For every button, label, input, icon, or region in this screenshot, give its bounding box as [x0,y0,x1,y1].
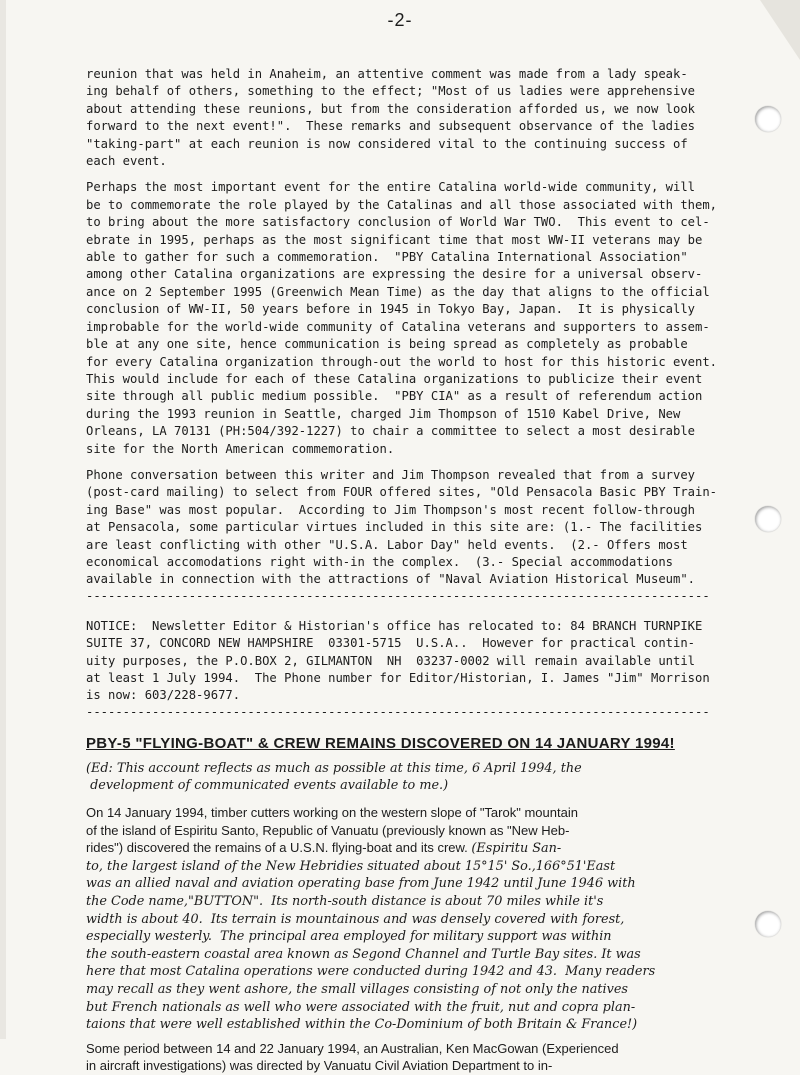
text-line: (post-card mailing) to select from FOUR offered sites, "Old Pensacola Basic PBY Train- [86,485,718,500]
text-line: to bring about the more satisfactory conclusion of World War TWO. This event to cel- [86,215,710,230]
text-line: Some period between 14 and 22 January 1994, an Australian, Ken MacGowan (Experienced [86,1040,619,1056]
article-heading: PBY-5 "FLYING-BOAT" & CREW REMAINS DISCOVERED ON 14 JANUARY 1994! [86,734,675,752]
paragraph-ladies-reunion [86,66,780,170]
text-line: SUITE 37, CONCORD NEW HAMPSHIRE 03301-5715 U.S.A.. However for practical contin- [86,636,696,651]
text-line: about attending these reunions, but from the consideration afforded us, we now look [86,101,696,116]
text-line [86,839,780,858]
paragraph-investigation [86,1040,780,1075]
text-line: may recall as they went ashore, the small villages consisting of not only the natives [86,981,628,997]
text-italic-segment: (Espiritu San- [471,841,562,857]
text-line: On 14 January 1994, timber cutters working on the western slope of "Tarok" mountain [86,805,578,820]
text-line: ing behalf of others, something to the effect; "Most of us ladies were apprehensive [86,84,696,99]
text-line: NOTICE: Newsletter Editor & Historian's office has relocated to: 84 BRANCH TURNPIKE [86,618,703,633]
text-line: uity purposes, the P.O.BOX 2, GILMANTON NH 03237-0002 will remain available until [86,653,696,668]
text-line: Orleans, LA 70131 (PH:504/392-1227) to chair a committee to select a most desirable [86,424,696,439]
text-line: ing Base" was most popular. According to Jim Thompson's most recent follow-through [86,502,696,517]
text-line: be to commemorate the role played by the Catalinas and all those associated with them, [86,197,718,212]
paragraph-discovery [86,804,780,1034]
text-line: was an allied naval and aviation operating base from June 1942 until June 1946 with [86,876,636,892]
text-line: Phone conversation between this writer and Jim Thompson revealed that from a survey [86,467,696,482]
text-line: each event. [86,154,167,169]
page-number: -2- [387,10,413,30]
text-line: especially westerly. The principal area employed for military support was within [86,929,612,945]
editor-note [86,760,780,795]
text-line: forward to the next event!". These remarks and subsequent observance of the ladies [86,119,696,134]
text-line: ebrate in 1995, perhaps as the most significant time that most WW-II veterans may be [86,232,703,247]
text-line: are least conflicting with other "U.S.A. Labor Day" held events. (2.- Offers most [86,537,688,552]
text-line: at least 1 July 1994. The Phone number for Editor/Historian, I. James "Jim" Morrison [86,671,710,685]
text-line: development of communicated events available to me.) [86,778,449,794]
text-line: of the island of Espiritu Santo, Republic of Vanuatu (previously known as "New Heb- [86,822,570,838]
text-line: taions that were well established within the Co-Dominium of both Britain & France!) [86,1017,638,1033]
text-line: site through all public medium possible. "PBY CIA" as a result of referendum action [86,389,703,404]
text-line: among other Catalina organizations are expressing the desire for a universal observ- [86,267,703,282]
text-line: improbable for the world-wide community of Catalina veterans and supporters to assem- [86,319,710,334]
text-line: the Code name,"BUTTON". Its north-south distance is about 70 miles while it's [86,893,604,909]
text-line: but French nationals as well who were associated with the fruit, nut and copra plan- [86,999,636,1015]
text-line: at Pensacola, some particular virtues included in this site are: (1.- The facilities [86,520,703,535]
text-line: in aircraft investigations) was directed by Vanuatu Civil Aviation Department to in- [86,1058,553,1074]
text-line: site for the North American commemoration. [86,441,395,456]
text-line: available in connection with the attractions of "Naval Aviation Historical Museum". [86,572,696,587]
text-line: conclusion of WW-II, 50 years before in 1945 in Tokyo Bay, Japan. It is physically [86,302,696,317]
text-line: ble at any one site, hence communication is being spread as completely as probable [86,337,688,352]
text-line: for every Catalina organization through-out the world to host for this historic event. [86,354,718,369]
text-plain-segment: rides") discovered the remains of a U.S.N. flying-boat and its crew. [86,840,472,856]
text-line: the south-eastern coastal area known as Segond Channel and Turtle Bay sites. It was [86,946,641,962]
text-line: This would include for each of these Catalina organizations to publicize their event [86,371,703,386]
text-line: here that most Catalina operations were conducted during 1942 and 43. Many readers [86,964,656,980]
text-line: Perhaps the most important event for the entire Catalina world-wide community, will [86,180,696,195]
divider-line: ------------------------------------------------------------------------------------- [86,588,710,603]
text-line: (Ed: This account reflects as much as possible at this time, 6 April 1994, the [86,760,582,776]
text-line: economical accomodations right with-in the complex. (3.- Special accommodations [86,554,673,569]
text-line: width is about 40. Its terrain is mountainous and was densely covered with forest, [86,911,625,927]
text-line: ance on 2 September 1995 (Greenwich Mean Time) as the day that aligns to the official [86,284,710,299]
paragraph-commemoration [86,179,780,458]
text-line: is now: 603/228-9677. [86,688,241,703]
paper-left-edge [0,0,6,1039]
text-line: "taking-part" at each reunion is now considered vital to the continuing success of [86,136,688,151]
text-line: reunion that was held in Anaheim, an attentive comment was made from a lady speak- [86,67,688,81]
text-line: during the 1993 reunion in Seattle, charged Jim Thompson of 1510 Kabel Drive, New [86,406,681,421]
notice-block [86,618,780,705]
divider-line: ------------------------------------------------------------------------------------- [86,704,710,719]
page-content [86,66,780,1075]
paragraph-pensacola-survey [86,467,780,589]
text-line: able to gather for such a commemoration. "PBY Catalina International Association" [86,250,688,265]
text-line: to, the largest island of the New Hebridies situated about 15°15' So.,166°51'East [86,858,616,874]
